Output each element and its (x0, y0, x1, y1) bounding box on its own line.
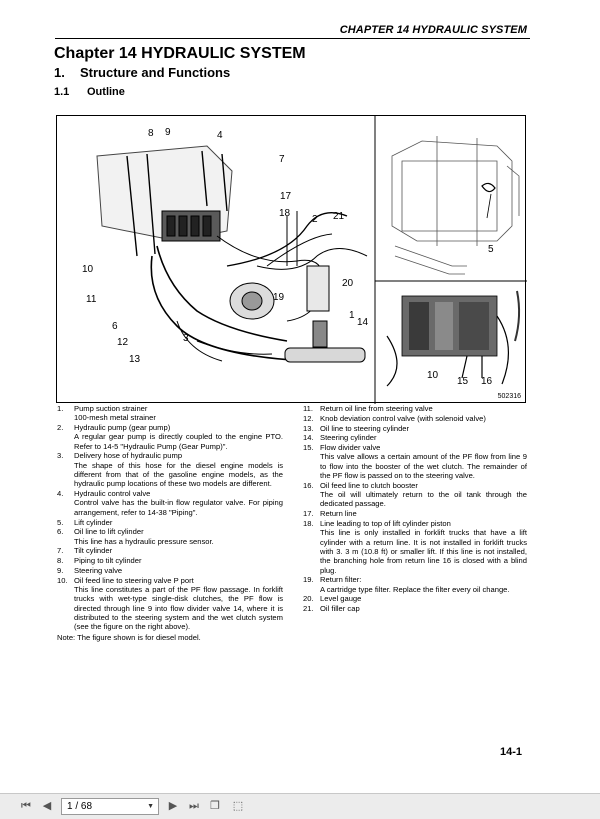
page-number-field[interactable] (61, 798, 159, 815)
legend-item-desc: This line is only installed in forklift trucks that have a lift cylinder with a return line. It is not installed in forklift trucks with 3. 3 m (10.8 ft) or smaller lift. If this line is not installed, the branching hole from return line 16 is closed with a blind plug. (320, 528, 527, 575)
legend-item (57, 451, 283, 488)
callout-8: 8 (148, 128, 154, 139)
callout-detail-16: 16 (481, 376, 493, 387)
legend-item (303, 604, 527, 613)
legend-item (303, 433, 527, 442)
page-number-value: 1 / 68 (67, 801, 93, 812)
fit-width-icon[interactable]: ⬚ (232, 799, 244, 812)
callout-9: 9 (165, 127, 171, 138)
first-page-icon[interactable]: ⏮ (21, 799, 31, 812)
legend-item-title: Knob deviation control valve (with solenoid valve) (320, 413, 486, 423)
legend-item-title: Line leading to top of lift cylinder piston (320, 519, 451, 529)
legend-item-title: Hydraulic pump (gear pump) (74, 423, 171, 433)
callout-20: 20 (342, 278, 354, 289)
legend-item-number: 20. (303, 594, 314, 604)
legend-item-title: Flow divider valve (320, 443, 381, 453)
legend-item-number: 12. (303, 413, 314, 423)
callout-2: 2 (312, 214, 318, 225)
header-rule (55, 38, 530, 39)
legend-item-title: Return oil line from steering valve (320, 404, 433, 413)
legend-item-title: Level gauge (320, 594, 362, 604)
legend-item-number: 1. (57, 404, 64, 413)
callout-11: 11 (86, 294, 97, 305)
legend-item-title: Oil feed line to clutch booster (320, 480, 418, 490)
callout-10: 10 (82, 264, 94, 275)
legend-item-number: 21. (303, 604, 314, 614)
legend-item-number: 16. (303, 480, 314, 490)
next-page-icon[interactable]: ▶ (168, 799, 178, 812)
figure-code: 502316 (497, 393, 521, 400)
legend-item-title: Oil feed line to steering valve P port (74, 575, 194, 585)
legend-item-title: Oil line to steering cylinder (320, 423, 410, 433)
prev-page-icon[interactable]: ◀ (42, 799, 52, 812)
legend-item-title: Oil filler cap (320, 604, 360, 614)
forklift-inset-drawing (392, 136, 519, 274)
legend-item-number: 6. (57, 527, 64, 537)
callout-3: 3 (183, 333, 189, 344)
legend-item-desc: This line has a hydraulic pressure sensor. (74, 536, 214, 546)
legend-item (303, 443, 527, 480)
legend-item-number: 7. (57, 546, 64, 556)
legend-item-desc: A cartridge type filter. Replace the filter every oil change. (320, 584, 510, 594)
legend-item (303, 509, 527, 518)
legend-item-number: 13. (303, 423, 314, 433)
chapter-title: Chapter 14 HYDRAULIC SYSTEM (54, 45, 306, 62)
callout-18: 18 (279, 208, 291, 219)
legend-item-desc: The oil will ultimately return to the oil tank through the dedicated passage. (320, 490, 527, 509)
subsection-heading (54, 86, 125, 98)
legend-item (303, 414, 527, 423)
legend-item-title: Delivery hose of hydraulic pump (74, 451, 183, 461)
legend-item-title: Lift cylinder (74, 517, 113, 527)
legend-item (303, 575, 527, 594)
legend-item (57, 566, 283, 575)
callout-detail-10: 10 (427, 370, 439, 381)
legend-item (57, 518, 283, 527)
legend-item-title: Piping to tilt cylinder (74, 556, 142, 566)
legend-item-title: Steering cylinder (320, 433, 377, 443)
legend-item (57, 527, 283, 546)
legend-item (303, 519, 527, 575)
legend-item-number: 5. (57, 517, 64, 527)
legend-item-number: 2. (57, 423, 64, 433)
running-header: CHAPTER 14 HYDRAULIC SYSTEM (339, 24, 527, 36)
callout-detail-15: 15 (457, 376, 469, 387)
legend-item-desc: This line constitutes a part of the PF flow passage. In forklift trucks with wet-type single-disk clutches, the PF flow is directed through line 9 into flow divider valve 14, where it is distributed to the steering system and the wet clutch system (see the figure on the right above). (74, 585, 283, 632)
section-number: 1. (54, 65, 65, 80)
callout-7: 7 (279, 154, 285, 165)
legend-item (57, 423, 283, 451)
legend-item-title: Tilt cylinder (74, 546, 113, 556)
fit-page-icon[interactable]: ❐ (210, 799, 220, 812)
legend-item-number: 8. (57, 556, 64, 566)
hydraulic-system-figure (56, 115, 526, 403)
legend-left-column (57, 404, 283, 642)
last-page-icon[interactable]: ⏭ (189, 799, 199, 812)
legend-item-title: Oil line to lift cylinder (74, 527, 144, 537)
section-heading (54, 65, 230, 80)
subsection-title: Outline (87, 86, 125, 98)
legend-item (57, 404, 283, 423)
legend-item-desc: This valve allows a certain amount of the PF flow from line 9 to flow into the booster of the wet clutch. The remainder of the PF flow is passed on to the steering valve. (320, 452, 527, 481)
callout-17: 17 (280, 191, 292, 202)
callout-6: 6 (112, 321, 118, 332)
legend-item-number: 14. (303, 433, 314, 443)
legend-item-desc: The shape of this hose for the diesel engine models is different from that of the gasoline engine models, as the hydraulic pump locations of these two models are different. (74, 460, 283, 489)
callout-13: 13 (129, 354, 141, 365)
hydraulic-system-drawing (57, 116, 527, 404)
callout-1: 1 (349, 310, 355, 321)
figure-note: Note: The figure shown is for diesel model. (57, 632, 201, 642)
legend-item-number: 15. (303, 443, 314, 453)
legend-item-desc: Control valve has the built-in flow regulator valve. For piping arrangement, refer to 14-38 "Piping". (74, 498, 283, 517)
legend-right-column (303, 404, 527, 614)
legend-item (57, 546, 283, 555)
legend-item-title: Return line (320, 509, 357, 519)
section-title: Structure and Functions (80, 65, 231, 80)
legend-item-number: 19. (303, 575, 314, 585)
legend-item-title: Hydraulic control valve (74, 489, 151, 499)
legend-item (57, 576, 283, 632)
valve-detail-drawing (387, 291, 519, 386)
pdf-viewer-toolbar (0, 793, 600, 819)
legend-item-number: 3. (57, 451, 64, 461)
legend-item-number: 4. (57, 489, 64, 499)
callout-19: 19 (273, 292, 285, 303)
legend-item-number: 18. (303, 519, 314, 529)
callout-inset-5: 5 (488, 244, 494, 255)
page-number: 14-1 (500, 746, 523, 758)
page-dropdown-icon[interactable]: ▼ (147, 803, 154, 810)
legend-item-desc: 100-mesh metal strainer (74, 413, 156, 423)
legend-item (57, 489, 283, 517)
callout-4: 4 (217, 130, 223, 141)
legend-item-number: 9. (57, 566, 64, 576)
callout-21: 21 (333, 211, 345, 222)
subsection-number: 1.1 (54, 86, 70, 98)
legend-item-number: 17. (303, 509, 314, 519)
legend-item-number: 11. (303, 404, 313, 413)
legend-item (303, 404, 527, 413)
legend-item (57, 556, 283, 565)
callout-14: 14 (357, 317, 369, 328)
legend-item-number: 10. (57, 575, 68, 585)
legend-item-title: Steering valve (74, 566, 123, 576)
legend-item (303, 424, 527, 433)
legend-item (303, 481, 527, 509)
legend-item-title: Return filter: (320, 575, 362, 585)
legend-item (303, 594, 527, 603)
legend-item-title: Pump suction strainer (74, 404, 148, 413)
callout-12: 12 (117, 337, 129, 348)
main-hydraulic-drawing (97, 146, 367, 362)
legend-item-desc: A regular gear pump is directly coupled to the engine PTO. Refer to 14-5 "Hydraulic Pump (Gear Pump)". (74, 432, 283, 451)
